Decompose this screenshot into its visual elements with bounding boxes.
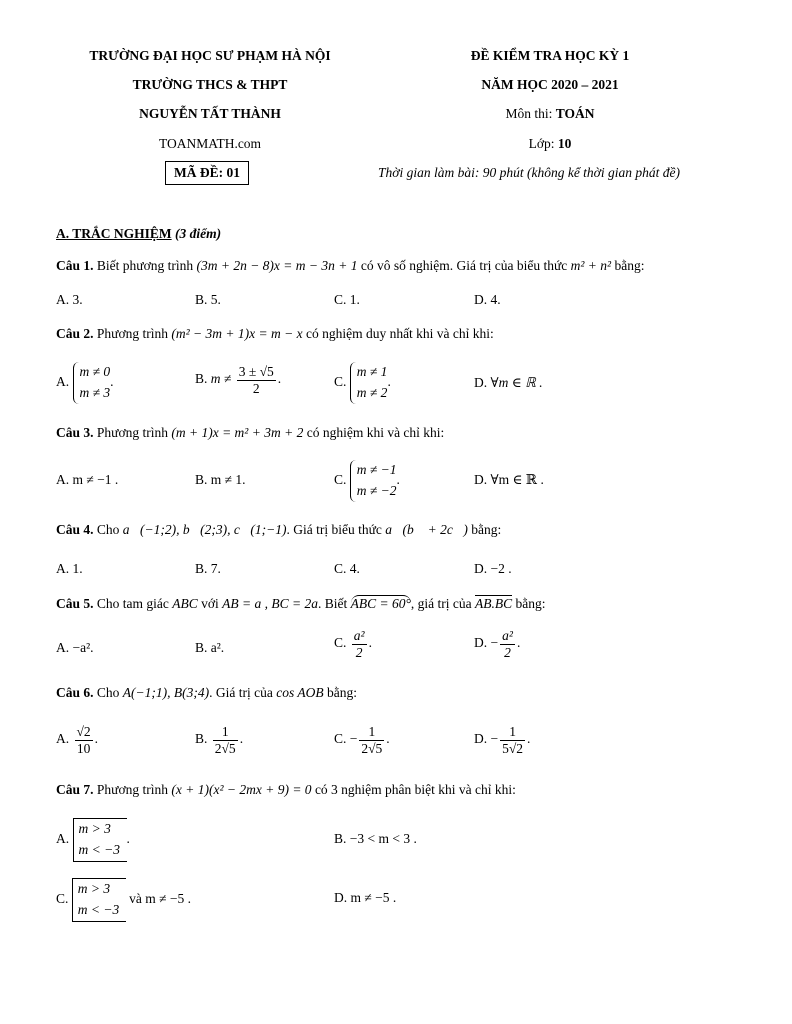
fraction-den: 2√5	[361, 740, 383, 756]
school-name-2: NGUYỄN TẤT THÀNH	[139, 106, 281, 121]
option-letter: A.	[56, 731, 70, 747]
time-note: Thời gian làm bài: 90 phút (không kể thời gian phát đề)	[378, 165, 681, 180]
equation-system	[350, 362, 388, 404]
math-expr: (3m + 2n − 8)x = m − 3n + 1	[196, 258, 358, 273]
math-expr: m ≠	[210, 371, 232, 387]
fraction-num: 1	[500, 724, 525, 741]
section-title: A. TRẮC NGHIỆM	[56, 226, 172, 241]
school-name: TRƯỜNG ĐẠI HỌC SƯ PHẠM HÀ NỘI	[89, 48, 331, 63]
question-text: bằng:	[614, 258, 645, 273]
option-letter: A.	[56, 374, 70, 390]
system-line: m > 3	[77, 881, 111, 896]
question-text: . Biết	[317, 596, 348, 611]
question-text: có 3 nghiệm phân biệt khi và chỉ khi:	[314, 782, 516, 797]
equation-system	[350, 460, 397, 502]
math-expr: a⃗(−1;2), b⃗(2;3), c⃗(1;−1)	[122, 522, 287, 537]
site-name: TOANMATH.com	[158, 136, 262, 151]
question-text: Cho	[96, 522, 120, 537]
section-points: (3 điểm)	[175, 226, 222, 241]
question-text: có nghiệm khi và chỉ khi:	[306, 425, 445, 440]
question-label: Câu 4.	[56, 522, 94, 537]
math-expr: (m² − 3m + 1)x = m − x	[171, 326, 303, 341]
option-c: C. 4.	[334, 561, 360, 576]
math-expr: (x + 1)(x² − 2mx + 9) = 0	[171, 782, 312, 797]
subject-value: TOÁN	[555, 106, 595, 121]
exam-code-badge: MÃ ĐỀ: 01	[165, 161, 249, 185]
option-letter: C.	[56, 891, 69, 907]
section-heading	[56, 226, 221, 242]
question-4	[56, 522, 501, 538]
question-text: bằng:	[515, 596, 546, 611]
fraction	[359, 724, 384, 756]
fraction-den: 2	[355, 644, 363, 660]
question-label: Câu 1.	[56, 258, 94, 273]
fraction-den: 5√2	[502, 740, 524, 756]
question-2	[56, 326, 494, 342]
system-line: m ≠ 1	[356, 364, 388, 379]
equation-union	[72, 878, 126, 922]
fraction-den: 2	[504, 644, 511, 660]
fraction-den: 2	[252, 380, 260, 396]
question-text: Cho tam giác	[96, 596, 169, 611]
option-letter: B.	[195, 371, 208, 387]
question-label: Câu 3.	[56, 425, 94, 440]
option-c	[56, 878, 191, 922]
fraction	[500, 628, 515, 660]
system-line: m < −3	[77, 901, 120, 917]
question-6	[56, 685, 357, 701]
option-d: D. − $\frac{1}{5√2}$ .	[474, 724, 531, 756]
fraction-num: 1	[359, 724, 384, 741]
fraction-num: 3 ± √5	[238, 364, 274, 379]
question-text: bằng:	[326, 685, 357, 700]
option-letter: C.	[334, 472, 347, 488]
option-c: C. m ≠ 1 m ≠ 2.	[334, 362, 391, 404]
question-text: , giá trị của	[410, 596, 472, 611]
system-line: m > 3	[78, 821, 111, 836]
option-a: A. m ≠ 0 m ≠ 3.	[56, 362, 114, 404]
equation-union	[73, 818, 127, 862]
exam-title: ĐỀ KIỂM TRA HỌC KỲ 1	[470, 48, 630, 63]
option-b: B. $\frac{1}{2√5}$ .	[195, 724, 244, 756]
question-text: bằng:	[471, 522, 502, 537]
option-d: D. −2 .	[474, 561, 512, 576]
fraction-num: a²	[502, 628, 513, 643]
system-line: m ≠ 0	[79, 364, 111, 379]
option-letter: D. −	[474, 731, 499, 747]
math-vector-expr: AB.BC	[474, 596, 513, 611]
fraction	[237, 364, 276, 396]
option-a: A. m ≠ −1 .	[56, 472, 119, 487]
question-text: . Giá trị biểu thức	[286, 522, 382, 537]
grade-value: 10	[557, 136, 572, 151]
question-text: có vô số nghiệm. Giá trị của biểu thức	[360, 258, 568, 273]
question-3	[56, 425, 444, 441]
option-b: B. m ≠ $\frac{3 \pm √5}{2}$ .	[195, 364, 282, 396]
option-a: A. −a².	[56, 640, 94, 655]
option-d: D. m ≠ −5 .	[334, 890, 397, 905]
grade-line	[410, 136, 690, 152]
fraction-num: a²	[353, 628, 365, 643]
option-b: B. a².	[195, 640, 225, 655]
option-letter: C. −	[334, 731, 358, 747]
option-letter: C.	[334, 635, 347, 651]
system-line: m < −3	[78, 841, 120, 857]
fraction	[352, 628, 367, 660]
option-letter: B.	[195, 731, 208, 747]
question-text: Phương trình	[96, 425, 168, 440]
school-year: NĂM HỌC 2020 – 2021	[481, 77, 619, 92]
subject-line	[410, 106, 690, 122]
fraction	[75, 724, 93, 756]
option-d: D. 4.	[474, 292, 501, 307]
math-expr: ABC	[172, 596, 198, 611]
subject-label: Môn thi:	[505, 106, 556, 121]
option-d: D. − $\frac{\text{a²}}{2}$ .	[474, 628, 521, 660]
option-c: C. $\frac{\text{a²}}{2}$ .	[334, 628, 372, 660]
system-line: m ≠ 2	[356, 384, 388, 400]
option-tail: và m ≠ −5 .	[129, 891, 192, 907]
grade-label: Lớp:	[528, 136, 558, 151]
fraction-den: 10	[76, 740, 91, 756]
question-text: Cho	[96, 685, 120, 700]
system-line: m ≠ 3	[79, 384, 111, 400]
question-label: Câu 6.	[56, 685, 94, 700]
option-b: B. −3 < m < 3 .	[334, 831, 417, 846]
question-text: có nghiệm duy nhất khi và chỉ khi:	[305, 326, 494, 341]
option-c: C. 1.	[334, 292, 360, 307]
option-a: A. $\frac{√2}{10}$ .	[56, 724, 99, 756]
fraction-den: 2√5	[214, 740, 236, 756]
question-text: Phương trình	[96, 326, 168, 341]
option-b: B. m ≠ 1.	[195, 472, 246, 487]
fraction-num: √2	[76, 724, 91, 739]
question-text: với	[201, 596, 219, 611]
question-label: Câu 5.	[56, 596, 94, 611]
option-letter: A.	[56, 831, 70, 847]
question-label: Câu 2.	[56, 326, 94, 341]
question-label: Câu 7.	[56, 782, 94, 797]
math-expr: AB = a , BC = 2a	[222, 596, 318, 611]
option-d	[474, 375, 543, 391]
option-letter: C.	[334, 374, 347, 390]
system-line: m ≠ −2	[356, 482, 397, 498]
option-d: D. ∀m ∈ ℝ .	[474, 472, 544, 487]
option-c: C. − $\frac{1}{2√5}$ .	[334, 724, 390, 756]
fraction-num: 1	[213, 724, 238, 741]
math-expr: A(−1;1), B(3;4)	[122, 685, 210, 700]
option-a: A. 3.	[56, 292, 83, 307]
option-a: A. m > 3 m < −3.	[56, 818, 130, 862]
question-text: . Giá trị của	[209, 685, 273, 700]
math-expr: cos AOB	[276, 685, 324, 700]
question-text: Phương trình	[96, 782, 168, 797]
fraction	[500, 724, 525, 756]
math-expr: ∀m ∈ ℝ .	[490, 375, 543, 390]
math-expr: a⃗(b⃗ + 2c⃗)	[385, 522, 468, 537]
question-5	[56, 596, 545, 612]
math-expr: m² + n²	[570, 258, 612, 273]
option-letter: D. −	[474, 635, 499, 651]
question-1	[56, 258, 644, 274]
option-b: B. 5.	[195, 292, 221, 307]
option-a: A. 1.	[56, 561, 83, 576]
school-subunit: TRƯỜNG THCS & THPT	[132, 77, 288, 92]
math-angle-expr: ABC = 60°	[350, 596, 411, 611]
system-line: m ≠ −1	[356, 462, 397, 477]
option-b: B. 7.	[195, 561, 221, 576]
fraction	[213, 724, 238, 756]
equation-system	[73, 362, 111, 404]
option-c: C. m ≠ −1 m ≠ −2.	[334, 460, 400, 502]
option-letter: D.	[474, 375, 488, 390]
question-text: Biết phương trình	[96, 258, 194, 273]
math-expr: (m + 1)x = m² + 3m + 2	[171, 425, 304, 440]
question-7	[56, 782, 516, 798]
